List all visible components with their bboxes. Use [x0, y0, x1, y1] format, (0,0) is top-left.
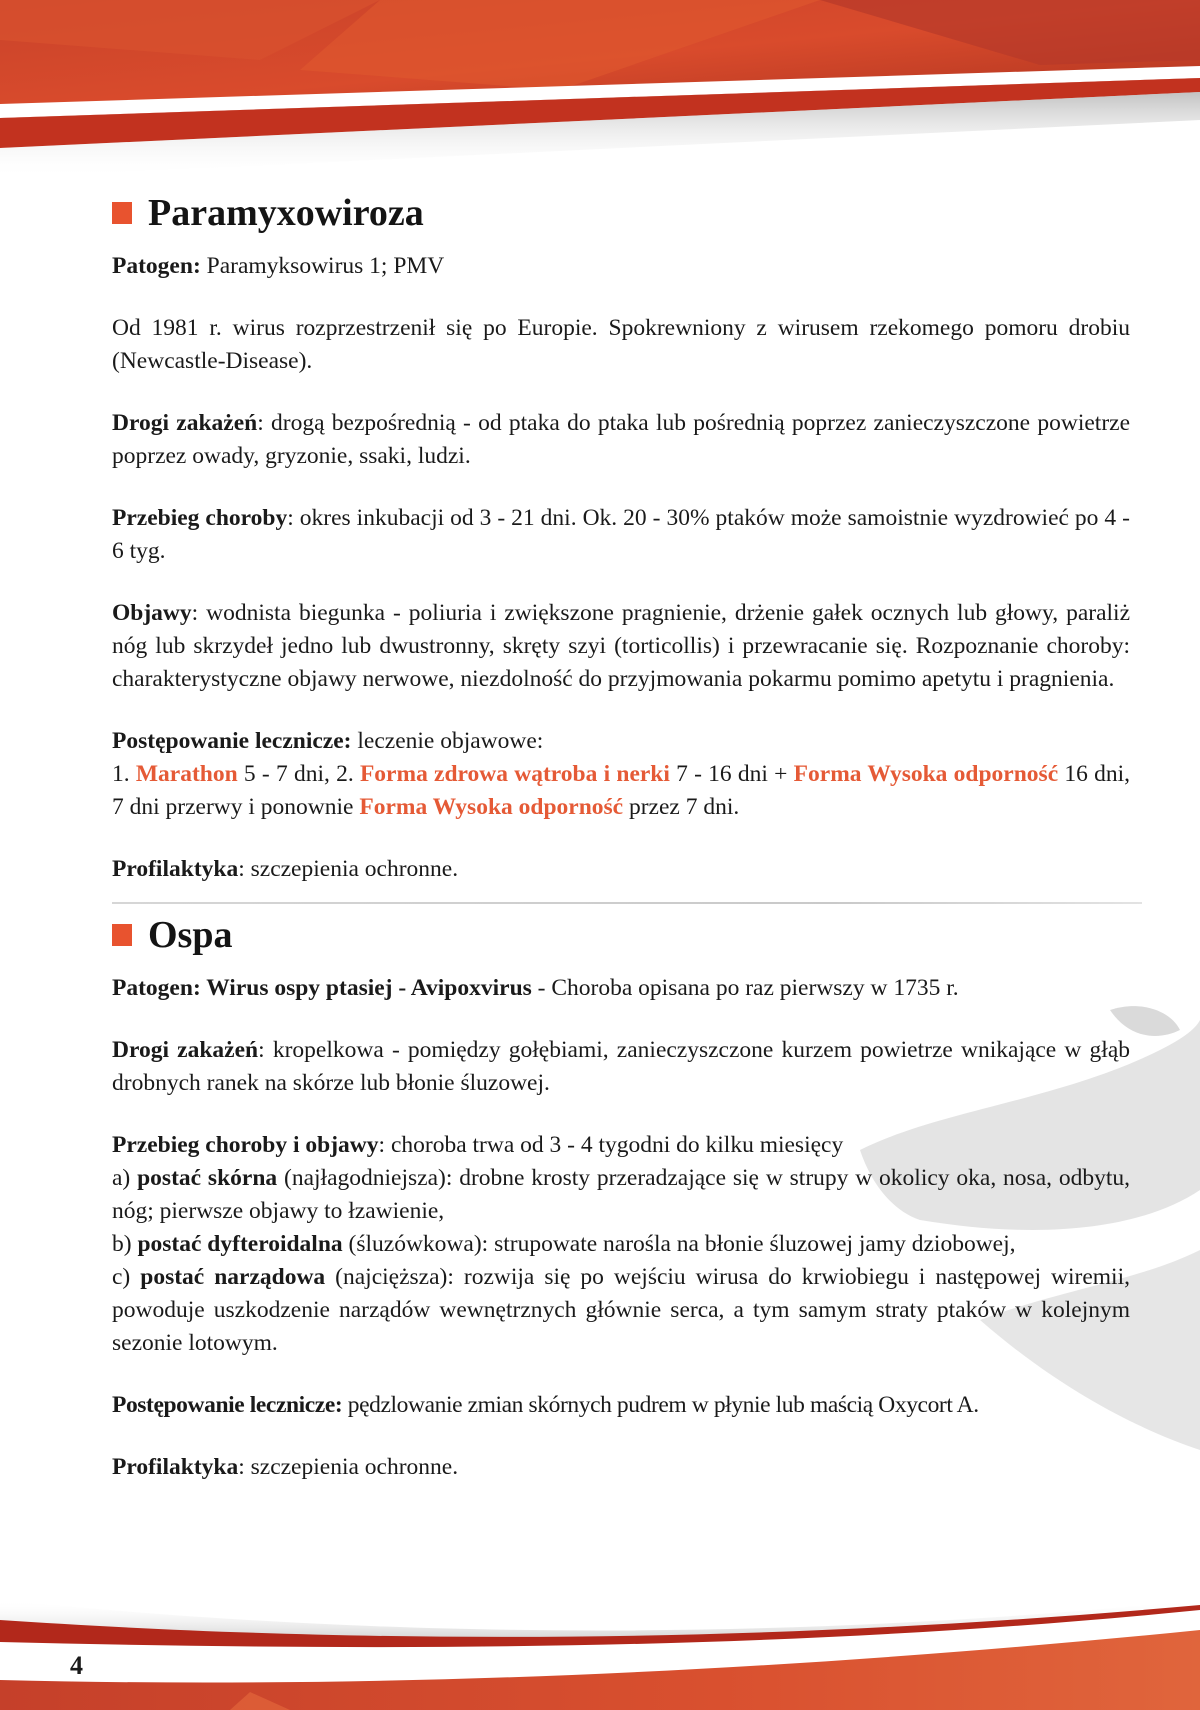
profilaktyka-paragraph: Profilaktyka: szczepienia ochronne. — [112, 856, 459, 882]
disease-form-description: (najcięższa): rozwija się po wejściu wirusa do krwiobiegu i następowej wiremii, powoduje uszkodzenie narządów wewnętrznych głównie serca, a tym samym straty ptaków w kolejnym sezonie lotowym. — [112, 1264, 1130, 1356]
product-name: Forma Wysoka odporność — [793, 761, 1059, 787]
przebieg-choroby-paragraph: Przebieg choroby: okres inkubacji od 3 - 21 dni. Ok. 20 - 30% ptaków może samoistnie wyzdrowieć po 4 - 6 tyg. — [112, 505, 1130, 564]
objawy-value: wodnista biegunka - poliuria i zwiększone pragnienie, drżenie gałek ocznych lub głowy, paraliż nóg lub skrzydeł jedno lub dwustronny, skręty szyi (torticollis) i przewracanie się. Rozpoznanie choroby: charakterystyczne objawy nerwowe, niezdolność do przyjmowania pokarmu pomimo apetytu i pragnienia. — [112, 600, 1130, 692]
product-name: Forma zdrowa wątroba i nerki — [359, 761, 670, 787]
treatment-text: 1. — [112, 761, 136, 787]
postepowanie-lecznicze-label: Postępowanie lecznicze: — [112, 728, 352, 754]
top-banner-decoration — [0, 0, 1200, 180]
product-name: Marathon — [135, 761, 238, 787]
page-number: 4 — [70, 1651, 83, 1680]
patogen-paragraph: Patogen: Wirus ospy ptasiej - Avipoxvirus - Choroba opisana po raz pierwszy w 1735 r. — [112, 975, 959, 1001]
postepowanie-lecznicze-paragraph — [112, 1389, 1130, 1422]
section-divider — [112, 902, 1142, 904]
treatment-text: przez 7 dni. — [623, 794, 740, 820]
profilaktyka-label: Profilaktyka — [112, 856, 239, 882]
przebieg-i-objawy-value: choroba trwa od 3 - 4 tygodni do kilku miesięcy — [390, 1132, 844, 1158]
patogen-label: Patogen — [112, 975, 193, 1001]
profilaktyka-value: szczepienia ochronne. — [250, 856, 459, 882]
treatment-plan — [112, 761, 1130, 820]
treatment-text: 7 - 16 dni + — [669, 761, 794, 787]
page-content — [112, 188, 1130, 1484]
przebieg-i-objawy-paragraph: Przebieg choroby i objawy: choroba trwa od 3 - 4 tygodni do kilku miesięcy a) postać skórna (najłagodniejsza): drobne krosty przeradzające się w strupy w okolicy oka, nosa, odbytu, nóg; pierwsze objawy to łzawienie, b) postać dyfteroidalna (śluzówkowa): strupowate narośla na błonie śluzowej jamy dziobowej, c) postać narządowa (najcięższa): rozwija się po wejściu wirusa do krwiobiegu i następowej wiremii, powoduje uszkodzenie narządów wewnętrznych głównie serca, a tym samym straty ptaków w kolejnym sezonie lotowym. — [112, 1129, 1130, 1360]
objawy-label: Objawy — [112, 600, 192, 626]
disease-form-description: (najłagodniejsza): drobne krosty przeradzające się w strupy w okolicy oka, nosa, odbytu, nóg; pierwsze objawy to łzawienie, — [112, 1165, 1131, 1224]
przebieg-i-objawy-label: Przebieg choroby i objawy — [112, 1132, 379, 1158]
section-title-ospa — [112, 910, 1130, 960]
disease-form-item: b) postać dyfteroidalna (śluzówkowa): strupowate narośla na błonie śluzowej jamy dziobowej, — [112, 1231, 1016, 1257]
postepowanie-lecznicze-value: pędzlowanie zmian skórnych pudrem w płynie lub maścią Oxycort A. — [347, 1392, 979, 1418]
przebieg-choroby-label: Przebieg choroby — [112, 505, 288, 531]
section-title-paramyxowiroza — [112, 188, 1130, 238]
postepowanie-lecznicze-intro: leczenie objawowe: — [357, 728, 544, 754]
drogi-zakazen-paragraph: Drogi zakażeń: drogą bezpośrednią - od ptaka do ptaka lub pośrednią poprzez zanieczyszczone powietrze poprzez owady, gryzonie, ssaki, ludzi. — [112, 410, 1131, 469]
patogen-value: Paramyksowirus 1; PMV — [206, 253, 445, 279]
patogen-label: Patogen — [112, 253, 193, 279]
intro-paragraph: Od 1981 r. wirus rozprzestrzenił się po Europie. Spokrewniony z wirusem rzekomego pomoru drobiu (Newcastle-Disease). — [112, 315, 1130, 374]
disease-form-description: (śluzówkowa): strupowate narośla na błonie śluzowej jamy dziobowej, — [342, 1231, 1016, 1257]
przebieg-choroby-value: okres inkubacji od 3 - 21 dni. Ok. 20 - 30% ptaków może samoistnie wyzdrowieć po 4 - 6 tyg. — [112, 505, 1130, 564]
disease-form-item: a) postać skórna (najłagodniejsza): drobne krosty przeradzające się w strupy w okolicy oka, nosa, odbytu, nóg; pierwsze objawy to łzawienie, — [112, 1165, 1131, 1224]
patogen-value-name: Wirus ospy ptasiej - Avipoxvirus — [206, 975, 532, 1001]
profilaktyka-label: Profilaktyka — [112, 1454, 239, 1480]
drogi-zakazen-value: drogą bezpośrednią - od ptaka do ptaka lub pośrednią poprzez zanieczyszczone powietrze poprzez owady, gryzonie, ssaki, ludzi. — [112, 410, 1131, 469]
patogen-paragraph: Patogen: Paramyksowirus 1; PMV — [112, 253, 445, 279]
disease-form-name: postać narządowa — [140, 1264, 326, 1290]
drogi-zakazen-label: Drogi zakażeń — [112, 410, 258, 436]
product-name: Forma Wysoka odporność — [359, 794, 624, 820]
patogen-value: - Choroba opisana po raz pierwszy w 1735 r. — [531, 975, 959, 1001]
section-bullet-square-icon — [112, 202, 132, 224]
section-bullet-square-icon — [112, 924, 132, 946]
treatment-text: 16 dni, 7 dni przerwy i ponownie — [112, 761, 1131, 820]
section-title-text: Ospa — [148, 914, 233, 956]
disease-form-name: postać dyfteroidalna — [137, 1231, 343, 1257]
treatment-text: 5 - 7 dni, 2. — [237, 761, 360, 787]
bottom-banner-decoration — [0, 1560, 1200, 1710]
postepowanie-lecznicze-paragraph — [112, 725, 1130, 824]
disease-form-name: postać skórna — [137, 1165, 278, 1191]
disease-form-item: c) postać narządowa (najcięższa): rozwija się po wejściu wirusa do krwiobiegu i następowej wiremii, powoduje uszkodzenie narządów wewnętrznych głównie serca, a tym samym straty ptaków w kolejnym sezonie lotowym. — [112, 1264, 1130, 1356]
profilaktyka-paragraph: Profilaktyka: szczepienia ochronne. — [112, 1454, 459, 1480]
profilaktyka-value: szczepienia ochronne. — [250, 1454, 459, 1480]
drogi-zakazen-paragraph: Drogi zakażeń: kropelkowa - pomiędzy gołębiami, zanieczyszczone kurzem powietrze wnikające w głąb drobnych ranek na skórze lub błonie śluzowej. — [112, 1037, 1131, 1096]
postepowanie-lecznicze-label: Postępowanie lecznicze: — [112, 1392, 343, 1418]
section-title-text: Paramyxowiroza — [148, 192, 424, 234]
drogi-zakazen-label: Drogi zakażeń — [112, 1037, 259, 1063]
drogi-zakazen-value: kropelkowa - pomiędzy gołębiami, zanieczyszczone kurzem powietrze wnikające w głąb drobnych ranek na skórze lub błonie śluzowej. — [112, 1037, 1131, 1096]
objawy-paragraph: Objawy: wodnista biegunka - poliuria i zwiększone pragnienie, drżenie gałek ocznych lub głowy, paraliż nóg lub skrzydeł jedno lub dwustronny, skręty szyi (torticollis) i przewracanie się. Rozpoznanie choroby: charakterystyczne objawy nerwowe, niezdolność do przyjmowania pokarmu pomimo apetytu i pragnienia. — [112, 600, 1130, 692]
